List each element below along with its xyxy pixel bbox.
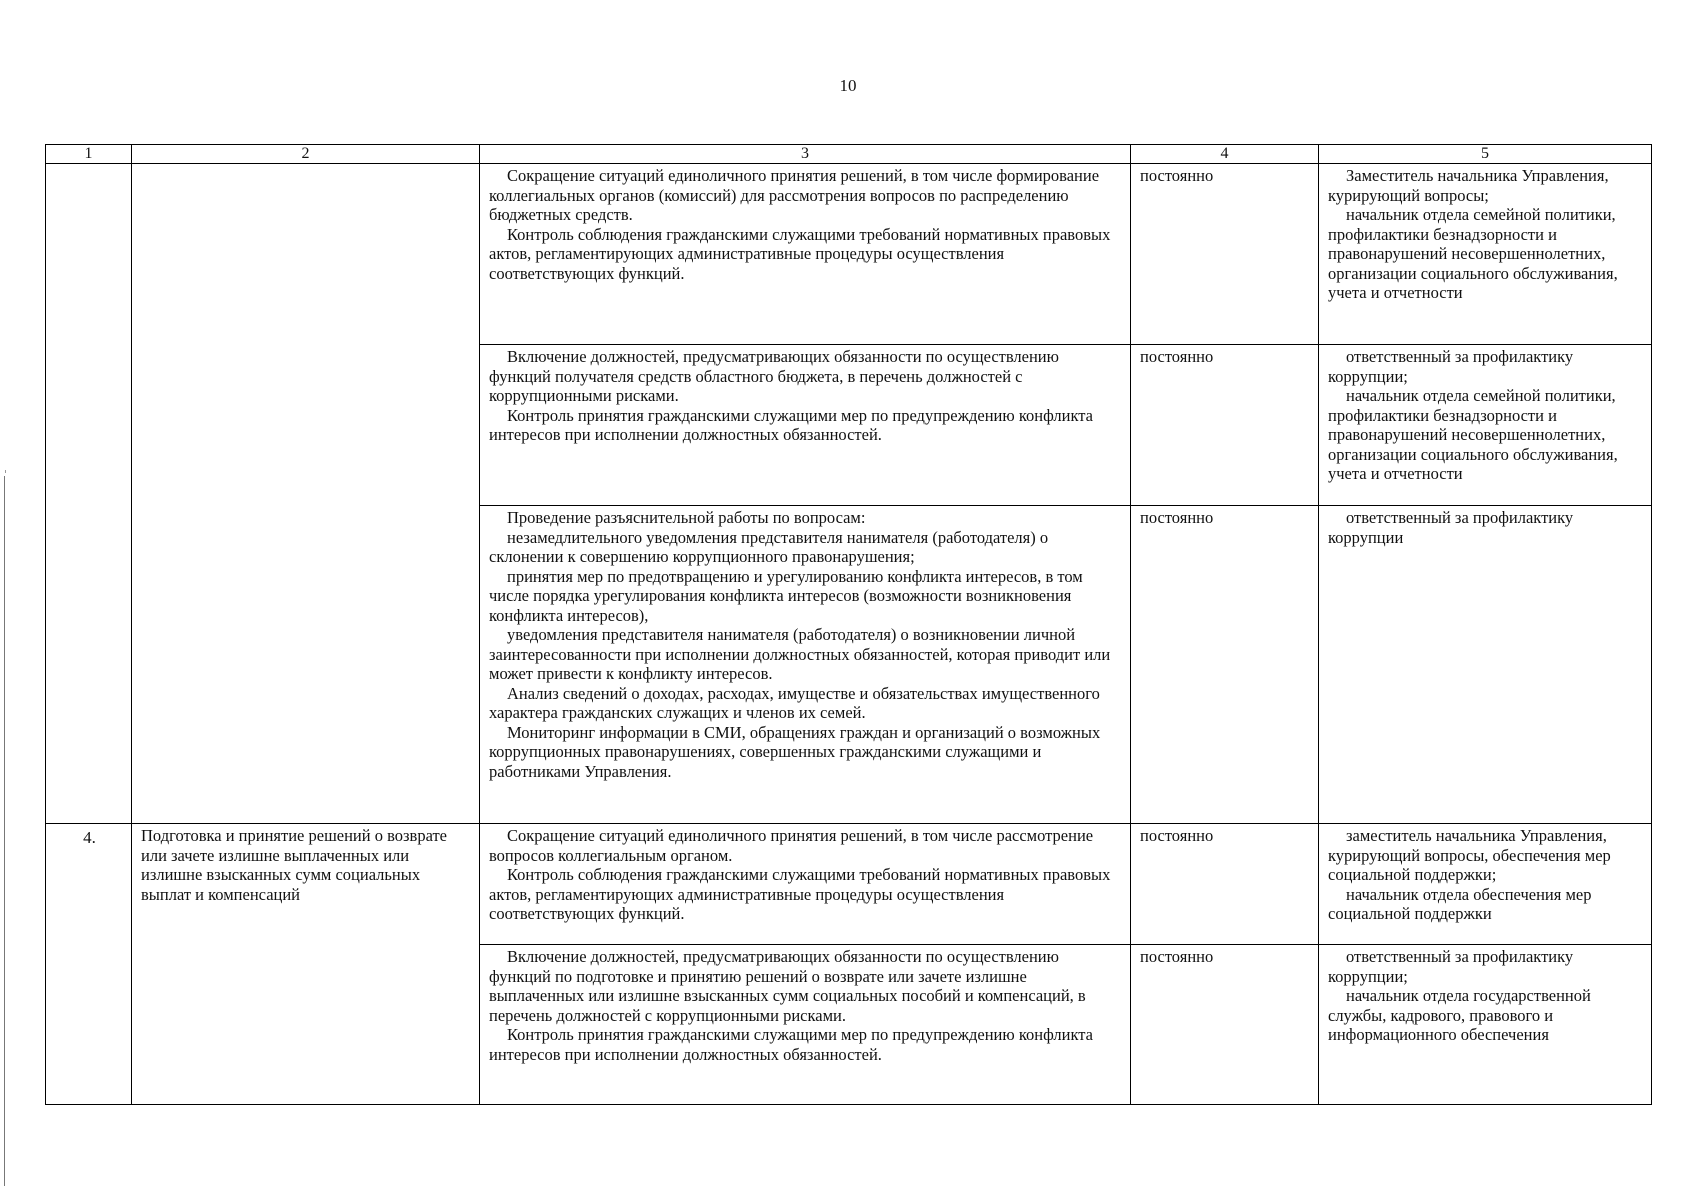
- task-cell: Подготовка и принятие решений о возврате или зачете излишне выплаченных или излишне взысканных сумм социальных выплат и компенсаций: [132, 824, 480, 1105]
- column-header-1: 1: [46, 145, 132, 164]
- page-number: 10: [839, 76, 857, 95]
- term-cell: постоянно: [1131, 506, 1319, 824]
- measure-paragraph: Контроль принятия гражданскими служащими мер по предупреждению конфликта интересов при исполнении должностных обязанностей.: [489, 405, 1098, 444]
- term-cell: постоянно: [1131, 345, 1319, 506]
- responsible-cell: [1319, 164, 1652, 345]
- responsible-cell: [1319, 945, 1652, 1105]
- measure-paragraph: уведомления представителя нанимателя (работодателя) о возникновении личной заинтересованности при исполнении должностных обязанностей, которая приводит или может привести к конфликту интересов.: [489, 625, 1115, 683]
- responsible-cell: [1319, 506, 1652, 824]
- measure-paragraph: Мониторинг информации в СМИ, обращениях граждан и организаций о возможных коррупционных правонарушениях, совершенных гражданскими служащими и работниками Управления.: [489, 722, 1105, 781]
- responsible-paragraph: ответственный за профилактику коррупции: [1328, 508, 1578, 547]
- measure-paragraph: Включение должностей, предусматривающих обязанности по осуществлению функций получателя средств областного бюджета, в перечень должностей с коррупционными рисками.: [489, 347, 1064, 405]
- measure-cell: [480, 164, 1131, 345]
- measure-cell: [480, 945, 1131, 1105]
- responsible-paragraph: ответственный за профилактику коррупции;: [1328, 947, 1578, 986]
- column-header-5: 5: [1319, 145, 1652, 164]
- responsible-paragraph: ответственный за профилактику коррупции;: [1328, 347, 1578, 386]
- column-header-3: 3: [480, 145, 1131, 164]
- row-number: 4.: [46, 824, 132, 1105]
- responsible-paragraph: Заместитель начальника Управления, курирующий вопросы;: [1328, 166, 1613, 205]
- measure-paragraph: Проведение разъяснительной работы по вопросам:: [507, 508, 866, 527]
- measure-cell: [480, 506, 1131, 824]
- column-header-4: 4: [1131, 145, 1319, 164]
- task-cell: [132, 164, 480, 824]
- responsible-paragraph: заместитель начальника Управления, курирующий вопросы, обеспечения мер социальной поддержки;: [1328, 826, 1615, 884]
- term-cell: постоянно: [1131, 824, 1319, 945]
- measure-cell: [480, 345, 1131, 506]
- measure-paragraph: незамедлительного уведомления представителя нанимателя (работодателя) о склонении к совершению коррупционного правонарушения;: [489, 527, 1053, 566]
- measure-paragraph: Сокращение ситуаций единоличного принятия решений, в том числе рассмотрение вопросов коллегиальным органом.: [489, 826, 1098, 865]
- column-header-2: 2: [132, 145, 480, 164]
- responsible-paragraph: начальник отдела обеспечения мер социальной поддержки: [1328, 884, 1596, 923]
- scan-edge-tick: [5, 470, 6, 473]
- measure-paragraph: Контроль принятия гражданскими служащими мер по предупреждению конфликта интересов при исполнении должностных обязанностей.: [489, 1025, 1098, 1064]
- row-number: [46, 164, 132, 824]
- responsible-cell: [1319, 824, 1652, 945]
- measure-paragraph: Анализ сведений о доходах, расходах, имуществе и обязательствах имущественного характера гражданских служащих и членов их семей.: [489, 683, 1104, 722]
- term-cell: постоянно: [1131, 164, 1319, 345]
- responsible-paragraph: начальник отдела государственной службы, кадрового, правового и информационного обеспечения: [1328, 986, 1595, 1044]
- table-row: [46, 824, 1652, 945]
- responsible-paragraph: начальник отдела семейной политики, профилактики безнадзорности и правонарушений несовершеннолетних, организации социального обслуживания, учета и отчетности: [1328, 205, 1622, 302]
- measure-paragraph: Контроль соблюдения гражданскими служащими требований нормативных правовых актов, регламентирующих административные процедуры осуществления соответствующих функций.: [489, 865, 1115, 923]
- measure-paragraph: Сокращение ситуаций единоличного принятия решений, в том числе формирование коллегиальных органов (комиссий) для рассмотрения вопросов по распределению бюджетных средств.: [489, 166, 1104, 224]
- scan-edge-line: [4, 476, 5, 1186]
- header-row: [46, 145, 1652, 164]
- measure-paragraph: принятия мер по предотвращению и урегулированию конфликта интересов, в том числе порядка урегулирования конфликта интересов (возможности возникновения конфликта интересов),: [489, 566, 1087, 625]
- anticorruption-plan-table: [45, 144, 1652, 1105]
- measure-paragraph: Контроль соблюдения гражданскими служащими требований нормативных правовых актов, регламентирующих административные процедуры осуществления соответствующих функций.: [489, 224, 1115, 283]
- responsible-paragraph: начальник отдела семейной политики, профилактики безнадзорности и правонарушений несовершеннолетних, организации социального обслуживания, учета и отчетности: [1328, 386, 1622, 483]
- measure-paragraph: Включение должностей, предусматривающих обязанности по осуществлению функций по подготовке и принятию решений о возврате или зачете излишне выплаченных или излишне взысканных сумм социальных пособий и компенсаций, в перечень должностей с коррупционными рисками.: [489, 947, 1090, 1025]
- table-row: [46, 164, 1652, 345]
- responsible-cell: [1319, 345, 1652, 506]
- measure-cell: [480, 824, 1131, 945]
- term-cell: постоянно: [1131, 945, 1319, 1105]
